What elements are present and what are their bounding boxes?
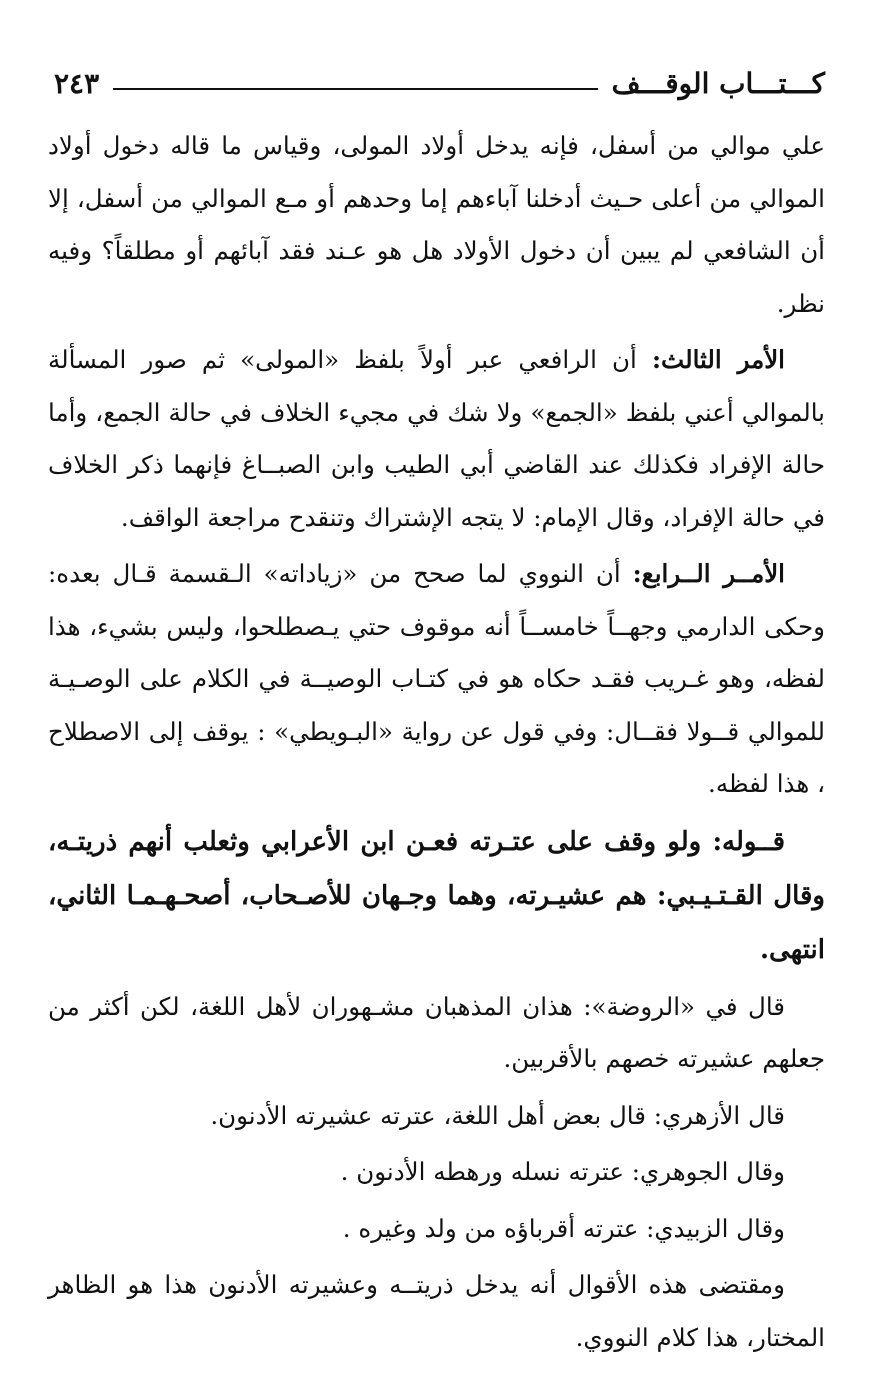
paragraph-text: علي موالي من أسفل، فإنه يدخل أولاد المولى، وقياس ما قاله دخول أولاد الموالي من أعلى حـيث أدخلنا آباءهم إما وحدهم أو مـع الموالي من أسفل، إلا أن الشافعي لم يبين أن دخول الأولاد هل هو عـند فقد آبائهم أو مطلقاً؟ وفيه نظر. xyxy=(48,131,825,318)
quote-jawhari: وقال الجوهري: عترته نسله ورهطه الأدنون . xyxy=(340,1157,785,1186)
book-page xyxy=(48,58,825,1358)
quoted-statement: قــوله: ولو وقف على عتـرته فعـن ابن الأعرابي وثعلب أنهم ذريتـه، وقال القـتـيـبي: هم عشيـرته، وهما وجـهان للأصـحاب، أصحـهـمـا الثاني، انتهى. xyxy=(48,826,825,965)
paragraph-conclusion: ومقتضى هذه الأقوال أنه يدخل ذريتــه وعشيرته الأدنون هذا هو الظاهر المختار، هذا كلام النووي. xyxy=(48,1270,825,1352)
paragraph-third-matter xyxy=(48,334,825,544)
quote-zubaydi: وقال الزبيدي: عترته أقرباؤه من ولد وغيره . xyxy=(342,1213,785,1243)
running-head xyxy=(48,58,825,108)
paragraph-lead: الأمــر الــرابع: xyxy=(632,559,785,588)
header-rule xyxy=(113,88,597,90)
paragraph-continuation xyxy=(48,120,825,330)
page-number: ٢٤٣ xyxy=(54,66,100,100)
quote-azhari: قال الأزهري: قال بعض أهل اللغة، عترته عشيرته الأدنون. xyxy=(210,1100,785,1130)
paragraph-lead: الأمر الثالث: xyxy=(652,345,785,374)
paragraph-text: أن النووي لما صحح من «زياداته» الـقسمة قـال بعده: وحكى الدارمي وجهــاً خامســاً أنه موقوف حتي يـصطلحوا، وليس بشيء، هذا لفظه، وهو غـريب فقـد حكاه هو في كتـاب الوصيــة في الكلام على الوصـيـة للموالي قــولا فقــال: وفي قول عن رواية «البـويطي» : يوقف إلى الاصطلاح ، هذا لفظه. xyxy=(48,559,825,798)
book-title: كـــتـــاب الوقـــف xyxy=(611,66,825,100)
body-text xyxy=(48,120,825,1364)
paragraph-text: أن الرافعي عبر أولاً بلفظ «المولى» ثم صور المسألة بالموالي أعني بلفظ «الجمع» ولا شك في مجيء الخلاف في حالة الجمع، وأما حالة الإفراد فكذلك عند القاضي أبي الطيب وابن الصبــاغ فإنهما ذكر الخلاف في حالة الإفراد، وقال الإمام: لا يتجه الإشتراك وتنقدح مراجعة الواقف. xyxy=(48,345,825,532)
paragraph-rawda: قال في «الروضة»: هذان المذهبان مشـهوران لأهل اللغة، لكن أكثر من جعلهم عشيرته خصهم بالأقربين. xyxy=(48,991,825,1073)
paragraph-fourth-matter xyxy=(48,548,825,811)
